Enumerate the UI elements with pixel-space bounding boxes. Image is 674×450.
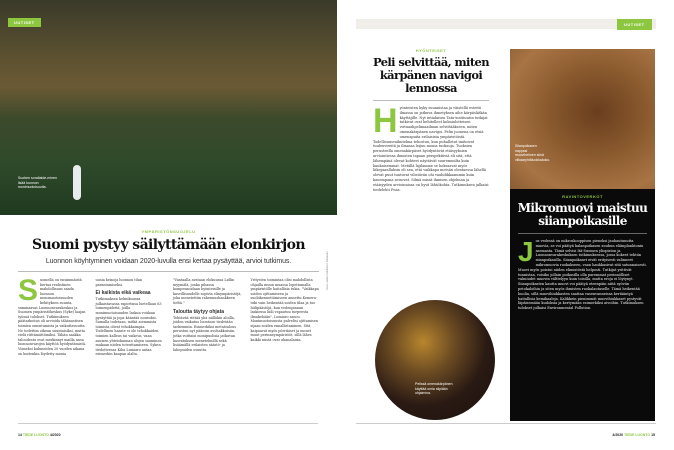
section-tag: UUTISET bbox=[617, 19, 652, 30]
body-col-1: uomella on ensimmäistä kertaa realistinen mahdollisuus saada luonnon monimuotoisuuden kehityksen suunta, summaavat Luonnonvarakeskus ja Suomen ympäristökeskus (Syke) laajan työnsä tulokset. Tutkimuksen päätarkoitus oli arvioida tähänastisen toimien onnistumista ja vaikuttavuutta. Ne todettiin oikean suuntaisiksi, mutta vielä riittämättömiksi. Tähän saakka taloudesta ovat merkinnyt mailla ansa luonnonvarojen käyttöä hyödyntämistä. Viimeksi kuluneiden 20 vuoden aikana on kuitenkin löydetty monia bbox=[18, 278, 86, 356]
article-body bbox=[373, 106, 489, 294]
footer-rule bbox=[356, 423, 656, 424]
issue-number: 4/2020 bbox=[49, 433, 61, 437]
body-col-3b: Tehtävää riittää yhä niilläkin aloilla, joiden vaikutus luontoon tiedetään tarkemmin. Esimerkiksi metsätalous perustuu nyt pääosin avohakkuisiin, jotka voittaisi monipuolisia jatkuvan kasvatuksen menetelmillä sekä lisäämällä erilaisten säästö- ja lahopuiden osuutta. bbox=[173, 315, 236, 352]
drop-cap: S bbox=[18, 278, 39, 307]
photo-credit: Kuva: Jukka Koskimies / Vastavalo bbox=[326, 251, 329, 290]
magazine-name: TIEDE LUONTO bbox=[624, 433, 651, 437]
article-title: Suomi pystyy säilyttämään elonkirjon bbox=[32, 237, 305, 253]
body-col-2b: Tutkimuksen helmikuussa julkaistavassa raportissa luetellaan 63 toimenpidettä, joilla monimuotoisuuden laskua voidaan pysäyttää ja jopa kääntää nousuksi. Samalla todetaan, mitkä aiemmista toimista olivat tehokkaimpia. Todellinen haaste ei ole tehokkaiden toimien kalleus tai vaikeus, vaan asuisen yhteiskunnan alojen saaminen mukaan niiden toteuttamiseen. Syken tiedotteessa Kiba Lumiaro antaa esimerkin kaupan alalta. bbox=[95, 297, 162, 357]
article-title: Peli selvittää, miten kärpänen navigoi lennossa bbox=[372, 55, 490, 95]
divider bbox=[373, 100, 489, 101]
photo-caption: Pelissä omenakärpänen käyttää omia silpiään ohjaimina. bbox=[415, 382, 453, 395]
box-title: Mikromuovi maistuu siianpoikasille bbox=[517, 201, 648, 228]
body-text: yönteisten kyky suunnistaa ja väistellä esteitä ilmassa on jatkuva ihmetyksen aihe kärpäslätkän käyttäjille. Nyt intialaisen Tata-instituutin tutkijat tutkivat ovat kehitelleet kolmiulotteisen virtuaalipelimaailman selvittääkseen, miten omenakärpänen navigoi. Pelin juonena on etsiä omenapuita erilaisista ympäristöistä. Todellisuusvaikutelma tehostuu, kun puhalletut imitoivat tuulenvireitä ja ilmassa leijuu monia tuoksuja. Tuoksien perusteella omenakärpäset hyödyntävät etäisyyksien arviointiessa ihmisten tapaan perspektiiviä eli sitä, että lähempänä olevat kohteet näyttävät suuremmilta kuin kaukaisemmat. Metällä lajilamme se hoksaavat myös liikeparallaksin eli sen, että vaikkapa metsän olentaessa lähellä olevat puut tuntuvat vilistävän ohi vauhdikkaammin kuin kauempana seisovat. Silmä missä ihmisen ohjelman ja etäisyyden arvioinnissa on hyvä lähtökohta. Tutkimuksen julkaisi tiedelehti Pnas. bbox=[373, 106, 489, 192]
article-body bbox=[18, 278, 319, 417]
drop-cap: J bbox=[518, 239, 534, 267]
body-col-4: Yritysten toimintaa olisi mahdollista ohjailla muun muassa lopettamalla ympäristölle haitallisia tukia. "Vaikkapa soiden ojittamiseen ja suoliikennettämiseen annettu Kemera-tuki vain heikentää soiden tilaa ja tuo hiilipäästöjä, kun vedenpinnan laskiessa hiili vapautuu turpeesta ilmakehään", Lumiaro sanoo. Monimuotoisuusta palvelisi ojittamisen sijaan soiden ennallistaminen. Sitä kaipaavat myös pörriäiset ja monet muut perinneympäristöt, sillä lähes kaikki niistä ovat uhanalaisia. bbox=[250, 278, 319, 342]
header-bar bbox=[356, 19, 656, 29]
footer-rule bbox=[18, 423, 318, 424]
article-subtitle: Luonnon köyhtyminen voidaan 2020-luvulla ensi kertaa pysäyttää, arvioi tutkimus. bbox=[45, 258, 292, 265]
article-kicker: HYÖNTEISET bbox=[415, 48, 447, 53]
whitefish-larva-photo bbox=[510, 49, 655, 189]
box-text: os vedessä on mikroskooppisen pieneksi jauhautunutta muovia, se voi päätyä kalanpoikasen suuhun eläinplanktonin asemasta. Tämä selvisi Itä-Suomen yliopiston ja Luonnonvarakeskuksen tutkimuksessa, jossa kokeet tehtiin siianpoikasilla. Siianpoikaset eivät erityisesti valinneet mikromuovia ruokakseen, vaan haukkasivat sitä satunnaisesti. Muovi myös poistui niiden elimistöstä helposti. Tutkijat yrittivät tunnistaa, voisiko jollain poikasilla olla paremmat perinnölliset valmiudet muovin välttelyyn kuin toisilla, mutta eroja ei löytynyt. Siianpoikasten kautta muovi voi päätyä eteenpäin niitä syöviin petokaloihin ja siten myös ihmisten ruokalautaselle. Tämä heikentää huolia, sillä muovihiukkasten saattaa vasenvanneissa kertääntyä haitallisia kemikaaleja. Kalikkein pienimmät muovihiukkaset pystyvät läpäisemään kudoksia ja kertymään esimerkiksi aivoihin. Tutkimuksen tulokset julkaisi Environmental Pollution. bbox=[518, 239, 647, 311]
photo-caption: Siianpoikasen nappasi muovihelmen siinä vilkaaryhtäluokkakoko. bbox=[515, 144, 551, 162]
subheading: Taloutta täytyy ohjata bbox=[173, 308, 225, 315]
article-kicker: YMPÄRISTÖNSUOJELU bbox=[141, 229, 196, 234]
right-page bbox=[337, 0, 674, 450]
section-tag: UUTISET bbox=[8, 18, 41, 27]
fruit-fly-photo bbox=[375, 300, 495, 420]
photo-caption: Suoben soraltaide-minen lisää luonnon monimuotoisuutta. bbox=[18, 176, 57, 189]
divider bbox=[18, 271, 319, 272]
body-col-3a: "Vantaalla avataan elokuussa Lidlin myymälä, jonka pihassa kompensoidaan hyönteisille ja kasvillisuudelle sopivia elinympäristöjä, joka menetettiin rakennushankkeen tieltä." bbox=[173, 278, 242, 305]
article bbox=[10, 229, 327, 417]
divider bbox=[518, 233, 647, 234]
magazine-name: TIEDE LUONTO bbox=[22, 433, 49, 437]
page-footer bbox=[612, 433, 655, 437]
subheading: Ei kaikista eikä vaikeaa bbox=[95, 290, 151, 297]
body-col-2a: uusia keinoja luonnon tilan parantamiseksi. bbox=[95, 278, 143, 287]
box-kicker: RAVINTOVERKOT bbox=[562, 194, 603, 199]
box-body bbox=[518, 239, 647, 416]
box-content bbox=[515, 194, 650, 416]
drop-cap: H bbox=[373, 106, 398, 140]
article bbox=[363, 48, 499, 294]
page-number: 15 bbox=[651, 433, 655, 437]
issue-number: 4/2020 bbox=[612, 433, 624, 437]
swan-figure bbox=[73, 165, 81, 200]
page-footer bbox=[18, 433, 61, 437]
page-number: 14 bbox=[18, 433, 22, 437]
sidebar-box bbox=[510, 189, 655, 421]
